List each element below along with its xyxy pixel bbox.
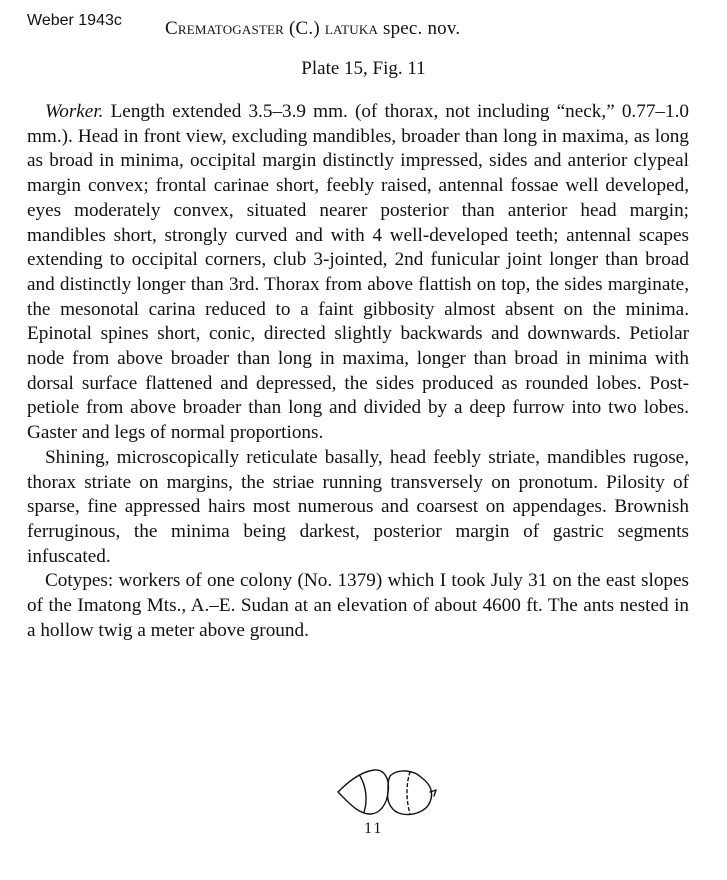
petiole-figure-drawing [330, 762, 440, 822]
species-epithet: latuka [324, 18, 379, 39]
species-genus: Crematogaster [165, 18, 285, 39]
description-body [27, 100, 689, 643]
species-title [165, 18, 460, 40]
paragraph-text: Length extended 3.5–3.9 mm. (of thorax, not including “neck,” 0.77–1.0 mm.). Head in front view, excluding mandibles, broader than long in maxima, as long as broad in minima, occipital margin distinctly impressed, sides and anterior clypeal margin convex; frontal carinae short, feebly raised, antennal fossae well developed, eyes moderately convex, situated nearer posterior than anterior head margin; mandibles short, strongly curved and with 4 well-developed teeth; antennal scapes extending to occipital corners, club 3-jointed, 2nd funicular joint longer than broad and distinctly longer than 3rd. Thorax from above flattish on top, the sides marginate, the mesonotal carina reduced to a faint gibbosity almost absent on the minima. Epinotal spines short, conic, directed slightly backwards and downwards. Petiolar node from above broader than long in maxima, longer than broad in minima with dorsal surface flattened and depressed, the sides produced as rounded lobes. Post-petiole from above broader than long and divided by a deep furrow into two lobes. Gaster and legs of normal proportions. [27, 101, 689, 444]
paragraph-text: Cotypes: workers of one colony (No. 1379) which I took July 31 on the east slopes of the Imatong Mts., A.–E. Sudan at an elevation of about 4600 ft. The ants nested in a hollow twig a meter above ground. [27, 570, 689, 641]
species-subgenus: (C.) [289, 18, 320, 39]
citation-label: Weber 1943c [27, 12, 122, 29]
paragraph-lead: Worker. [45, 101, 104, 122]
paragraph-worker-description [27, 100, 689, 446]
plate-reference: Plate 15, Fig. 11 [301, 58, 426, 79]
paragraph-text: Shining, microscopically reticulate basally, head feebly striate, mandibles rugose, thorax striate on margins, the striae running transversely on pronotum. Pilosity of sparse, fine appressed hairs most numerous and coarsest on appendages. Brownish ferruginous, the minima being darkest, posterior margin of gastric segments infuscated. [27, 446, 689, 567]
paragraph-cotypes [27, 569, 689, 643]
figure-number: 11 [364, 820, 384, 837]
species-status: spec. nov. [383, 18, 461, 39]
paragraph-sculpture-color [27, 446, 689, 570]
